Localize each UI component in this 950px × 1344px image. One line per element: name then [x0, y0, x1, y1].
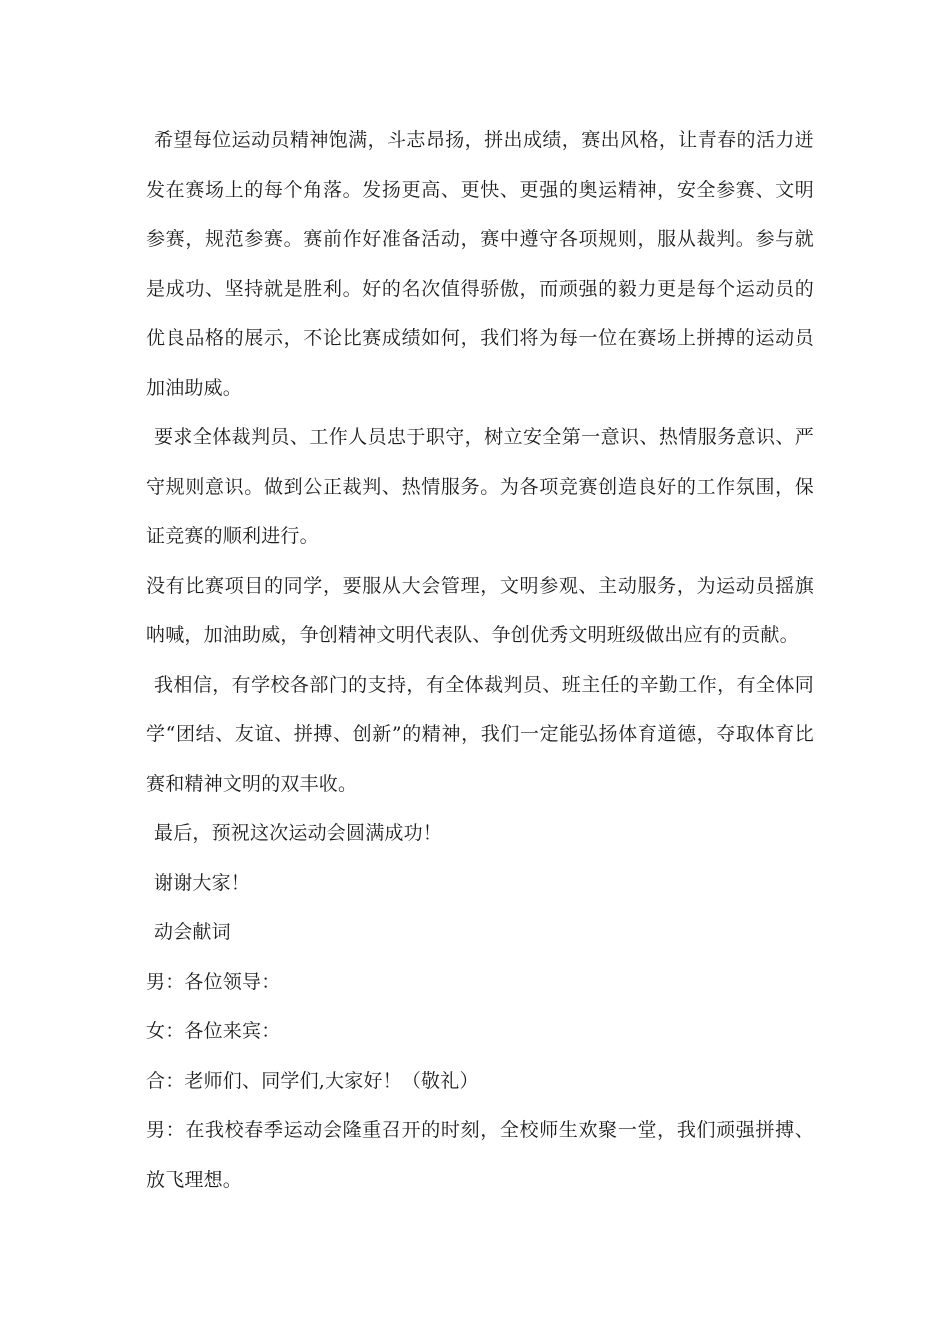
- paragraph-spectators: 没有比赛项目的同学，要服从大会管理，文明参观、主动服务，为运动员摇旗呐喊，加油助威，争创精神文明代表队、争创优秀文明班级做出应有的贡献。: [146, 574, 814, 646]
- dialogue-line-male-2: 男：在我校春季运动会隆重召开的时刻，全校师生欢聚一堂，我们顽强拼搏、放飞理想。: [146, 1119, 814, 1191]
- dialogue-line-male-1: 男：各位领导：: [146, 970, 281, 993]
- paragraph-athletes: 希望每位运动员精神饱满，斗志昂扬，拼出成绩，赛出风格，让青春的活力迸发在赛场上的每个角落。发扬更高、更快、更强的奥运精神，安全参赛、文明参赛，规范参赛。赛前作好准备活动，赛中遵守各项规则，服从裁判。参与就是成功、坚持就是胜利。好的名次值得骄傲，而顽强的毅力更是每个运动员的优良品格的展示，不论比赛成绩如何，我们将为每一位在赛场上拼搏的运动员加油助威。: [146, 129, 814, 399]
- dialogue-line-together: 合：老师们、同学们,大家好！（敬礼）: [146, 1069, 479, 1092]
- dialogue-line-female-1: 女：各位来宾：: [146, 1020, 281, 1042]
- paragraph-referees: 要求全体裁判员、工作人员忠于职守，树立安全第一意识、热情服务意识、严守规则意识。做到公正裁判、热情服务。为各项竞赛创造良好的工作氛围，保证竞赛的顺利进行。: [146, 426, 814, 547]
- paragraph-wish: 最后，预祝这次运动会圆满成功！: [154, 822, 443, 844]
- paragraph-belief: 我相信，有学校各部门的支持，有全体裁判员、班主任的辛勤工作，有全体同学“团结、友谊、拼搏、创新”的精神，我们一定能弘扬体育道德，夺取体育比赛和精神文明的双丰收。: [146, 673, 814, 795]
- section-heading: 动会献词: [154, 921, 231, 943]
- paragraph-thanks: 谢谢大家！: [154, 871, 251, 894]
- document-body: [146, 116, 814, 1205]
